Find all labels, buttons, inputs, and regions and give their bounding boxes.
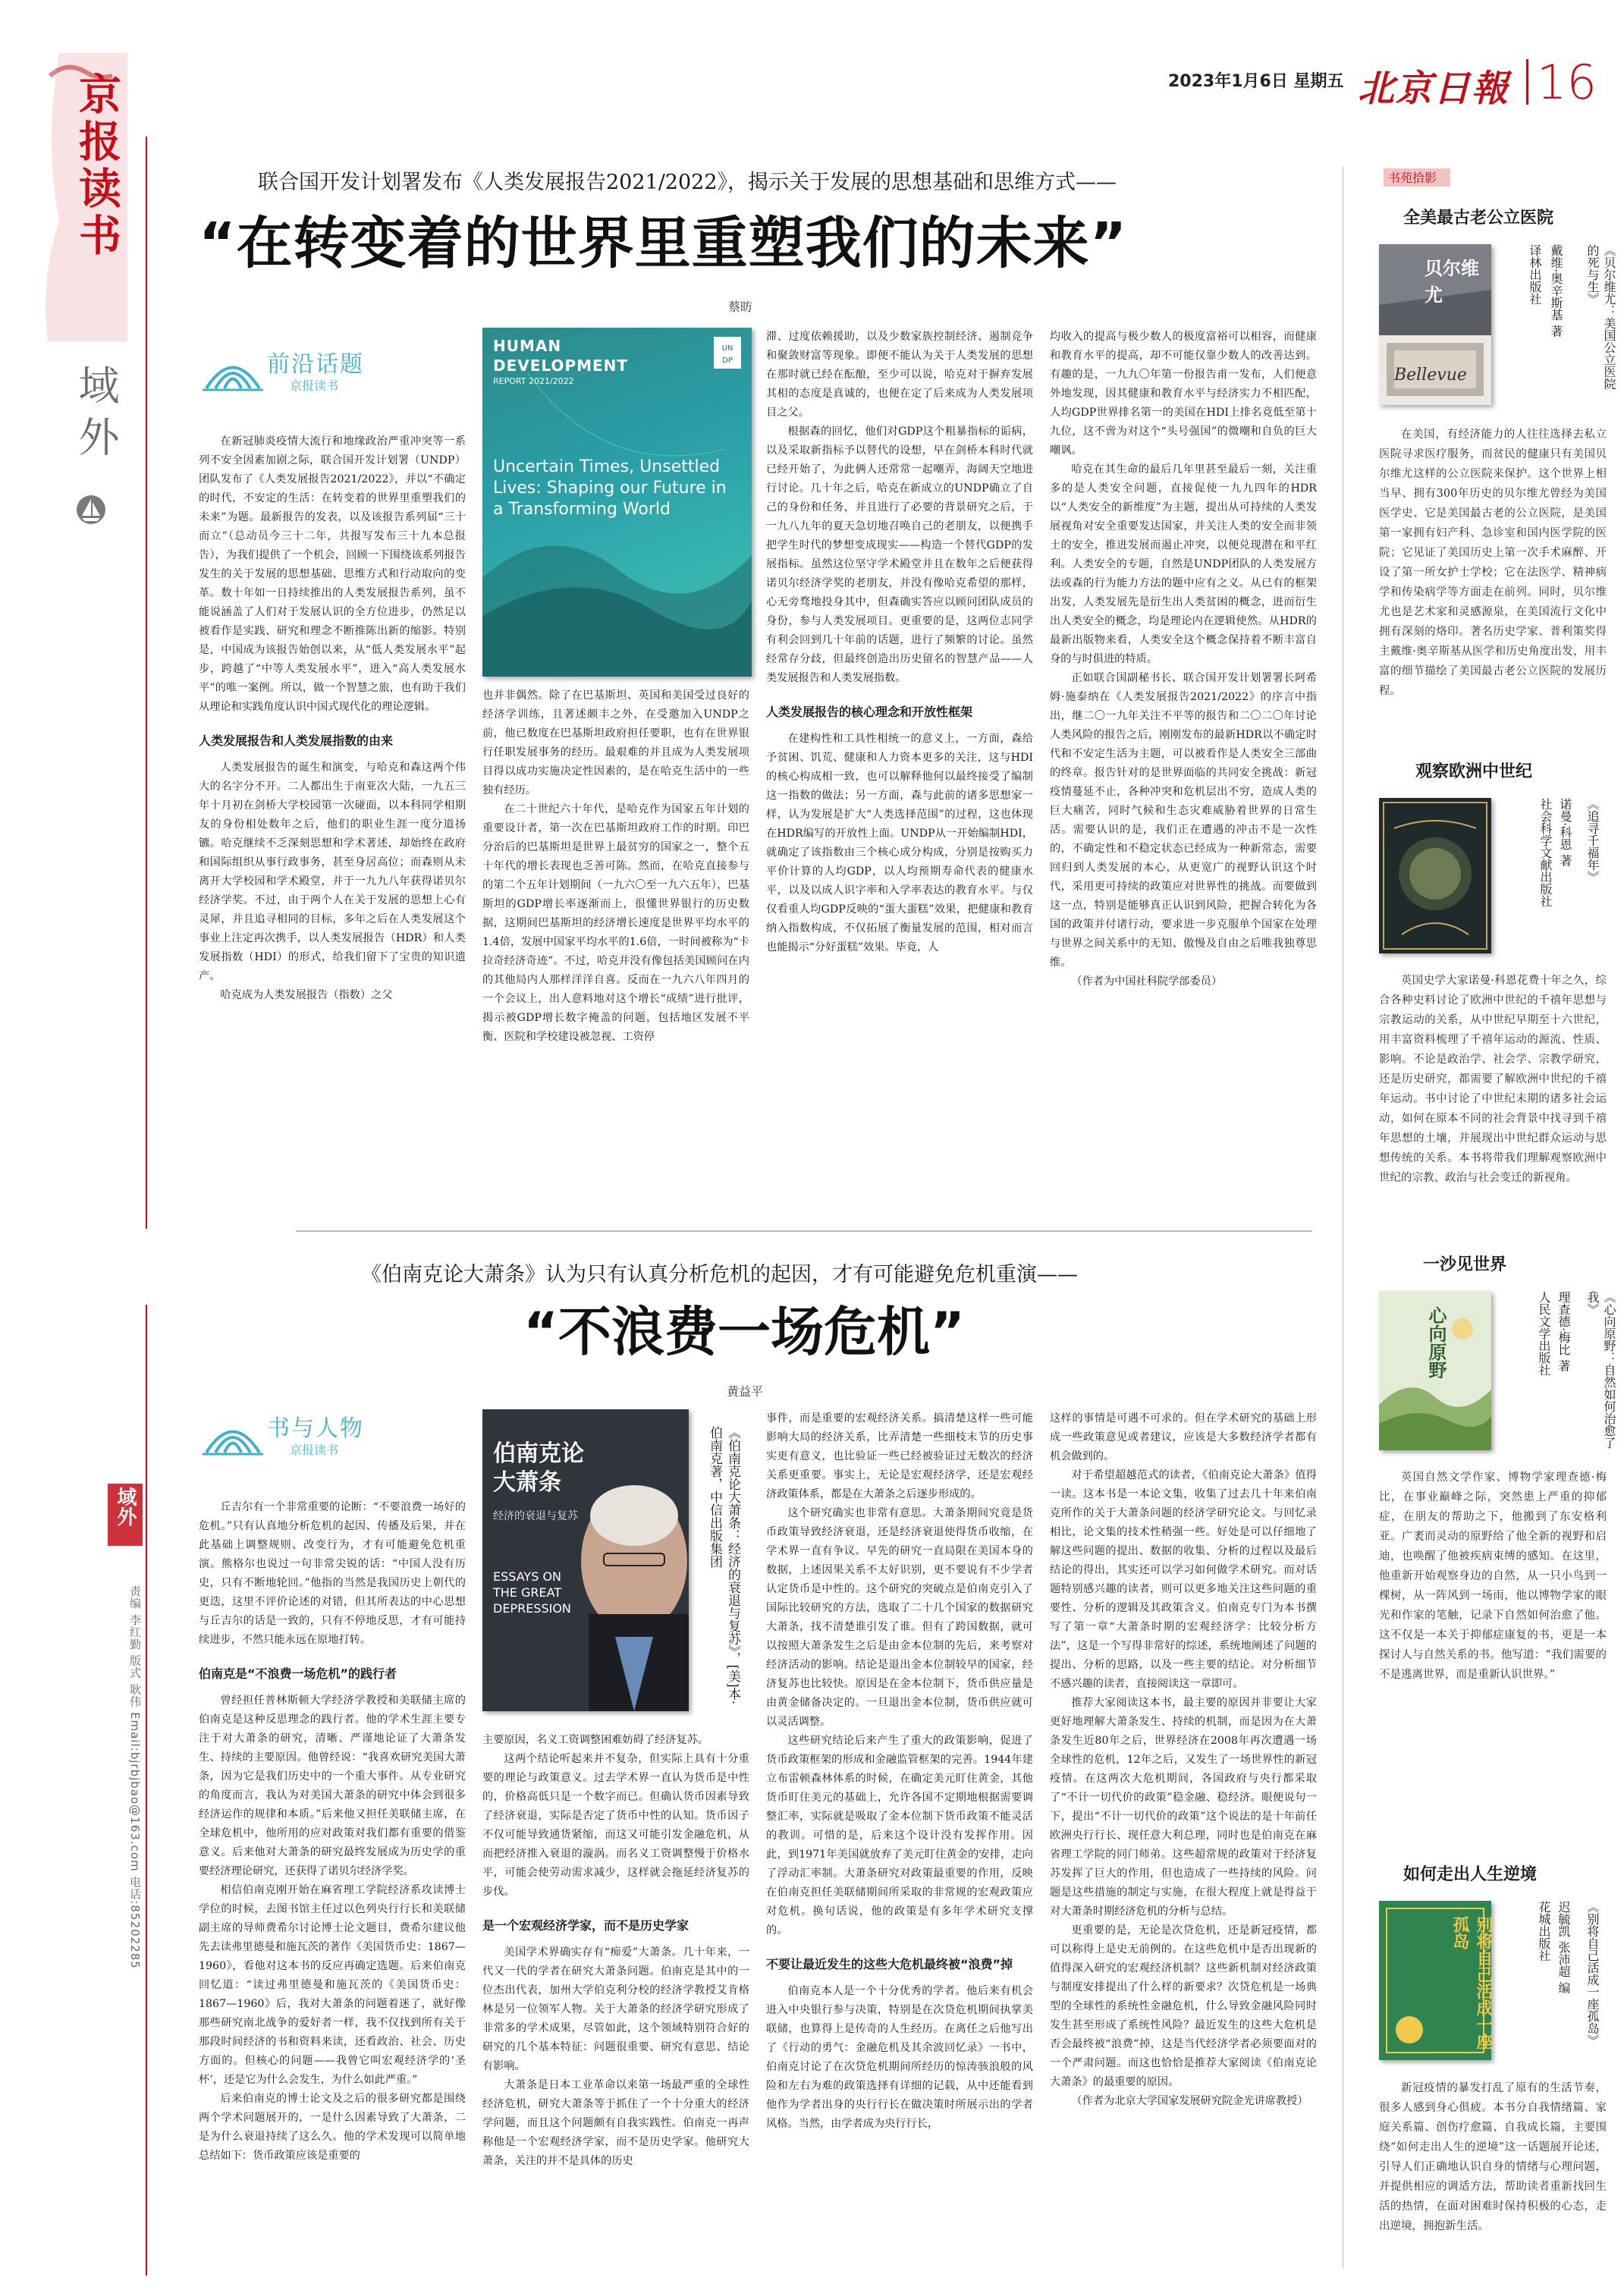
sidebar-item-title: 观察欧洲中世纪 (1415, 762, 1533, 781)
paragraph: 哈克在其生命的最后几年里甚至最后一刻，关注重多的是人类安全问题，直接促使一九九四年的HDR以“人类安全的新维度”为主题，提出从可持续的人类发展视角对安全重要发达国家，并关注人类的安全而非领土的安全，推进发展而遏止冲突，以便兑现潜在和平红利。人类安全的专题，自然是UNDP团队的人类发展方法或森的行为能力方法的题中应有之义。从已有的框架出发，人类发展先是衍生出人类贫困的概念，进而衍生出人类安全的概念，均是理论内在逻辑使然。从HDR的最新出版物来看，人类安全这个概念保持着不断丰富自身的与时俱进的特质。 (1050, 463, 1317, 665)
article1-col2 (482, 686, 749, 1047)
wild-book-cover (1379, 1291, 1491, 1450)
masthead-date: 2023年1月6日 星期五 (1168, 72, 1344, 91)
paragraph: 主要原因，名义工资调整困难妨碍了经济复苏。 (482, 1734, 708, 1746)
article1-col3 (766, 328, 1033, 957)
column-stamp-text: 域外 (114, 1487, 137, 1526)
editor-info: 责编 李红勤 版式 耿伟 Email:bjrbjbao@163.com 电话:85202285 (128, 1585, 142, 1969)
paragraph: 在建构性和工具性相统一的意义上，一方面，森给予贫困、饥荒、健康和人力资本更多的关注，这与HDI的核心构成相一致，也可以解释他何以最终接受了编制这一指数的做法；另一方面，森与此前的诸多思想家一样，认为发展是扩大“人类选择范围”的过程，这也体现在HDR编写的开放性上面。UNDP从一开始编制HDI，就确定了该指数由三个核心成分构成，分别是按购买力平价计算的人均GDP，以人均预期寿命代表的健康水平，以及以成人识字率和入学率表达的教育水平。与仅仅看重人均GDP反映的“蛋大蛋糕”效果，把健康和教育纳入指数构成，不仅拓展了衡量发展的范围，相对而言也能揭示“分好蛋糕”效果。毕竟，人 (766, 733, 1033, 953)
millennium-book-cover (1379, 798, 1491, 953)
sidebar-header: 书苑拾影 (1388, 171, 1437, 185)
bellevue-book-cover (1379, 244, 1491, 405)
bellevue-cover-en: Bellevue (1394, 366, 1467, 385)
article1-column-sub: 京报读书 (290, 379, 339, 393)
sidebar-item-author: 戴维·奥辛斯基 著 (1549, 244, 1563, 338)
paragraph: 在美国，有经济能力的人往往选择去私立医院寻求医疗服务，而贫民的健康只有美国贝尔维尤这样的公立医院来保护。这个世界上相当早、拥有300年历史的贝尔维尤曾经为美国医学史、它是美国最古老的公立医院，是美国第一家拥有妇产科、急诊室和国内医学院的医院；它见证了美国历史上第一次手术麻醉、开设了第一所女护士学校；它在法医学、精神病学和传染病学等方面走在前列。同时，贝尔维尤也是艺术家和灵感源泉，在美国流行文化中拥有深刻的烙印。著名历史学家、普利策奖得主戴维·奥辛斯基从医学和历史角度出发，用丰富的细节描绘了美国最古老公立医院的发展历程。 (1379, 429, 1607, 697)
hdr-cover-title2: DEVELOPMENT (493, 357, 629, 375)
paragraph: 在二十世纪六十年代，是哈克作为国家五年计划的重要设计者，第一次在巴基斯坦政府工作的时期。印巴分治后的巴基斯坦是世界上最贫穷的国家之一，整个五十年代的增长表现也乏善可陈。然而，在哈克直接参与的第二个五年计划期间（一九六〇至一九六五年），巴基斯坦的GDP增长率逐渐而上，很懂世界银行的历史数据，这期间巴基斯坦的经济增长速度是世界平均水平的1.4倍，发展中国家平均水平的1.6倍，一时间被称为“卡拉奇经济奇迹”。不过，哈克并没有像包括美国顾问在内的其他局内人那样洋洋自喜。反而在一九六八年四月的一个会议上，出人意料地对这个增长“成绩”进行批评，揭示被GDP增长数字掩盖的问题，包括地区发展不平衡、医院和学校建设被忽视、工资停 (482, 803, 749, 1043)
paragraph: 更重要的是，无论是次贷危机，还是新冠疫情，都可以称得上是史无前例的。在这些危机中是否出现新的值得深入研究的宏观经济机制？这些新机制对经济政策与制度安排提出了什么样的新要求？次贷危机是一场典型的全球性的系统性金融危机，什么导致金融风险同时发生甚至形成了系统性风险？最近发生的这些大危机是否会最终被“浪费”掉，这是当代经济学者必须要面对的一个严肃问题。而这也恰恰是推荐大家阅读《伯南克论大萧条》的最重要的原因。 (1050, 1924, 1317, 2088)
paragraph: 正如联合国副秘书长、联合国开发计划署署长阿希姆·施泰纳在《人类发展报告2021/2022》的序言中指出，继二〇一九年关注不平等的报告和二〇二〇年讨论人类风险的报告之后，刚刚发布的最新HDR以不确定时代和不安定生活为主题，可以被看作是人类安全三部曲的终章。报告针对的是世界面临的共同安全挑战：新冠疫情蔓延不止，各种冲突和危机层出不穷，造成人类的巨大痛苦，同时气候和生态灾难威胁着世界的日常生活。需要认识的是，我们正在遭遇的冲击不是一次性的，不确定性和不稳定状态已经成为一种新常态，需要回归到人类发展的本心，从更宽广的视野认识这个时代，采用更可持续的政策应对世界性的挑战。而要做到这一点，特别是能够真正认识到风险，把握合转化为各国的政策并付诸行动，要求进一步克服单个国家在处理与世界之间关系中的无知、傲慢及自由之后唯我独尊思维。 (1050, 672, 1317, 969)
article2-col3 (766, 1409, 1033, 2134)
paragraph: 伯南克本人是一个十分优秀的学者。他后来有机会进入中央银行参与决策，特别是在次贷危机期间执掌美联储，也算得上是传奇的人生经历。在离任之后他写出了《行动的勇气：金融危机及其余波回忆录》一书中，伯南克讨论了在次贷危机期间所经历的惊涛骇浪般的风险和左右为难的政策选择有详细的记载，从中还能看到他作为学者出身的央行行长在做决策时所展示出的学者风格。当然，由学者成为央行行长， (766, 1985, 1033, 2130)
article2-kicker: 《伯南克论大萧条》认为只有认真分析危机的起因，才有可能避免危机重演—— (361, 1263, 1078, 1286)
paragraph: 相信伯南克刚开始在麻省理工学院经济系攻读博士学位的时候，去图书馆主任过以色列央行行长和美联储副主席的导师费希尔讨论博士论文题目，费希尔建议他先去读弗里德曼和施瓦茨的著作《美国货币史：1867—1960》，看他对这本书的反应再确定选题。后来伯南克回忆道：“读过弗里德曼和施瓦茨的《美国货币史：1867—1960》后，我对大萧条的问题着迷了，就好像那些研究南北战争的爱好者一样，我不仅找到所有关于那段时间经济的书和资料来读，还看政治、社会、历史方面的。但核心的问题——我曾它叫宏观经济学的‘圣杯’，还是它为什么会发生，为什么如此严重。” (199, 1884, 466, 2086)
wild-cover-title: 心向原野 (1425, 1306, 1447, 1379)
article1-col4 (1050, 328, 1317, 991)
bernanke-book-cover (482, 1409, 689, 1711)
article1-signoff: （作者为中国社科院学部委员） (1071, 975, 1223, 988)
island-cover-title: 别将自己活成一座孤岛 (1450, 1916, 1494, 2050)
article2-col2 (482, 1731, 749, 2171)
sidebar-item-book: 《贝尔维尤：美国公立医院的死与生》 (1585, 244, 1616, 390)
sidebar-item-book: 《追寻千福年》 (1585, 798, 1600, 883)
paragraph: 这些研究结论后来产生了重大的政策影响，促进了货币政策框架的形成和金融监管框架的完善。1944年建立布雷顿森林体系的时候，在确定美元盯住黄金，其他货币盯住美元的基础上，允许各国不定期地根据需要调整汇率，实际就是吸取了金本位制下货币政策不能灵活的教训。可惜的是，后来这个设计没有发挥作用。因此，到1971年美国就放弃了美元盯住黄金的安排，走向了浮动汇率制。大萧条研究对政策最重要的作用，反映在伯南克担任美联储期间所采取的非常规的宏观政策应对危机。换句话说，他的政策是有多年学术研究支撑的。 (766, 1735, 1033, 1936)
svg-text:DP: DP (722, 357, 733, 365)
article2-col1 (199, 1498, 466, 2166)
sidebar-item-text (1379, 2078, 1607, 2236)
article2-author: 黄益平 (727, 1384, 764, 1399)
paragraph: 丘吉尔有一个非常重要的论断：“不要浪费一场好的危机。”只有认真地分析危机的起因、传播及后果，并在此基础上调整规则、改变行为，才有可能避免危机重演。熊格尔也说过一句非常尖锐的话：“中国人没有历史，只有不断地轮回。”他指的当然是我国历史上朝代的更迭，这里不评价论述的对错，但其所表达的中心思想与丘吉尔的话是一致的，只有不停地反思，才有可能持续进步，不然只能永远在原地打转。 (199, 1501, 466, 1646)
paragraph: 这两个结论听起来并不复杂，但实际上具有十分重要的理论与政策意义。过去学术界一直认为货币是中性的，价格高低只是一个数字而已。但确认货币因素导致了经济衰退，实际是否定了货币中性的认知。货币因子不仅可能导致通货紧缩，而这又可能引发金融危机，从而把经济推入衰退的漩涡。而名义工资调整慢于价格水平，可能会使劳动需求减少，这样就会拖延经济复苏的步伐。 (482, 1753, 749, 1898)
page-number: 16 (1537, 55, 1597, 110)
article1-column-label: 前沿话题 (267, 351, 364, 378)
sidebar-item-publisher: 花城出版社 (1537, 1901, 1551, 1962)
sailboat-icon (76, 493, 106, 526)
sidebar-item-text (1379, 425, 1607, 701)
paragraph: 曾经担任普林斯顿大学经济学教授和美联储主席的伯南克是这种反思理念的践行者。他的学术生涯主要专注于对大萧条的研究，清晰、严谨地论证了大萧条发生、持续的主要原因。他曾经说：“我喜欢研究美国大萧条，因为它是我们历史中的一个重大事件。从专业研究的角度而言，我认为对美国大萧条的研究中体会到很多经济运作的规律和本质。”后来他又担任美联储主席，在全球危机中，他所用的应对政策对我们都有重要的借鉴意义。后来他对大萧条的研究最终发展成为历史学的重要经济理论研究，还获得了诺贝尔经济学奖。 (199, 1695, 466, 1877)
column-name: 域外 (72, 364, 120, 467)
bernanke-cover-title: 伯南克论大萧条 (493, 1440, 584, 1496)
left-red-rule-lower (146, 1305, 147, 2276)
sidebar-item-book: 《别将自己活成一座孤岛》 (1585, 1901, 1600, 2046)
article2-headline: “不浪费一场危机” (523, 1301, 966, 1363)
paragraph: 在新冠肺炎疫情大流行和地缘政治严重冲突等一系列不安全因素加剧之际，联合国开发计划署（UNDP）团队发布了《人类发展报告2021/2022》，并以“不确定的时代，不安定的生活：在转变着的世界里重塑我们的未来”为题。最新报告的发表，以及该报告系列届“三十而立”（总动员今三十二年，共报写发布三十九本总报告），为我们提供了一个机会，回顾一下围绕该系列报告发生的关于发展的思想基础、思维方式和行动取向的变革。数十年如一日持续推出的人类发展报告系列，虽不能说涵盖了人们对于发展认识的全方位进步，仍然足以被看作是实践、研究和理念不断推陈出新的缩影。特别是，中国成为该报告始创以来，从“低人类发展水平”起步，跨越了“中等人类发展水平”，进入“高人类发展水平”的唯一案例。所以，做一个智慧之旅，也有助于我们从理论和实践角度认识中国式现代化的理论逻辑。 (199, 435, 466, 713)
article2-signoff: （作者为北京大学国家发展研究院金光讲席教授） (1071, 2095, 1308, 2107)
paragraph: 英国自然文学作家、博物学家理查德·梅比，在事业巅峰之际，突然患上严重的抑郁症，在朋友的帮助之下，他搬到了东安格利亚。广袤而灵动的原野给了他全新的视野和启迪，也唤醒了他被疾病束缚的感知。在这里，他重新开始观察身边的自然，从一只小鸟到一棵树，从一阵风到一场雨，他以博物学家的眼光和作家的笔触，记录下自然如何治愈了他。这不仅是一本关于抑郁症康复的书，更是一本探讨人与自然关系的书。他写道：“我们需要的不是逃离世界，而是重新认识世界。” (1379, 1472, 1607, 1681)
hdr-cover-tagline: Uncertain Times, Unsettled Lives: Shaping our Future in a Transforming World (493, 457, 727, 519)
column-label-fan-icon (199, 1407, 267, 1460)
sidebar-item-book: 《心向原野：自然如何治愈了我》 (1585, 1291, 1616, 1449)
hdr-cover-title3: REPORT 2021/2022 (493, 376, 574, 386)
masthead-divider (1526, 59, 1528, 105)
article1-kicker: 联合国开发计划署发布《人类发展报告2021/2022》，揭示关于发展的思想基础和思维方式—— (258, 171, 1117, 194)
island-book-cover (1379, 1901, 1494, 2060)
sidebar-item-title: 如何走出人生逆境 (1403, 1865, 1538, 1884)
article2-column-sub: 京报读书 (290, 1443, 339, 1457)
hdr-cover-title1: HUMAN (493, 337, 562, 355)
article-separator (296, 1230, 1312, 1232)
bernanke-cover-subtitle: 经济的衰退与复苏 (493, 1510, 578, 1522)
article1-subhead-1: 人类发展报告和人类发展指数的由来 (199, 733, 394, 748)
section-name: 京报读书 (72, 72, 122, 260)
sidebar-item-publisher: 社会科学文献出版社 (1538, 798, 1553, 907)
bellevue-cover-title: 贝尔维尤 (1425, 258, 1479, 306)
article2-column-label: 书与人物 (267, 1415, 364, 1442)
article1-col1 (199, 432, 466, 1005)
column-label-fan-icon (199, 343, 267, 396)
sidebar-item-publisher: 人民文学出版社 (1537, 1291, 1551, 1376)
svg-text:UN: UN (721, 344, 733, 353)
paragraph: 对于希望超越范式的读者，《伯南克论大萧条》值得一读。这本书是一本论文集，收集了过去几十年来伯南克所作的关于大萧条问题的经济学研究论文。与回忆录相比，论文集的技术性稍强一些。好处是可以仔细地了解这些问题的提出、数据的收集、分析的过程以及最后结论的得出，其实还可以学习如何做学术研究。而对话题特别感兴趣的读者，则可以更多地关注这些问题的重要性、分析的逻辑及其政策含义。伯南克专门为本书撰写了第一章“大萧条时期的宏观经济学：比较分析方法”，这是一个写得非常好的综述，系统地阐述了问题的提出、分析的思路，以及一些主要的结论。对分析细节不感兴趣的读者，直接阅读这一章即可。 (1050, 1469, 1317, 1690)
paragraph: 均收入的提高与极少数人的极度富裕可以相容，而健康和教育水平的提高，却不可能仅靠少数人的改善达到。有趣的是，一九九〇年第一份报告甫一发布，人们便意外地发现，因其健康和教育水平与经济实力不相匹配，人均GDP世界排名第一的美国在HDI上排名竟低至第十九位，这不啻为对这个“头号强国”的微嘲和自负的巨大嘲讽。 (1050, 331, 1317, 457)
article2-subhead-1: 伯南克是“不浪费一场危机”的践行者 (199, 1666, 397, 1681)
article2-subhead-3: 不要让最近发生的这些大危机最终被“浪费”掉 (766, 1957, 1013, 1971)
bernanke-book-caption: 《伯南克论大萧条：经济的衰退与复苏》，[美]本·伯南克著，中信出版集团 (707, 1426, 740, 1705)
sidebar-item-author: 迟毓凯 张沛超 编 (1556, 1901, 1571, 1994)
article1-subhead-2: 人类发展报告的核心理念和开放性框架 (766, 705, 973, 719)
paragraph: 人类发展报告的诞生和演变，与哈克和森这两个伟大的名字分不开。二人都出生于南亚次大陆，一九五三年十月初在剑桥大学校园第一次碰面，以本科同学相期友的身份相处数年之后，他们的职业生涯一度分道扬镳。哈克继续不乏深刻思想和学术著述，却始终在政府和国际组织从事行政事务，甚至身居高位；而森则从未离开大学校园和学术殿堂，并于一九九八年获得诺贝尔经济学奖。不过，由于两个人在关于发展的思想上心有灵犀，并且追寻相同的目标，多年之后在人类发展这个事业上注定再次携手，以人类发展报告（HDR）和人类发展指数（HDI）的形式，给我们留下了宝贵的知识遗产。 (199, 762, 466, 982)
paragraph: 事件，而是重要的宏观经济关系。搞清楚这样一些可能影响大局的经济关系，比弄清楚一些细枝末节的历史事实更有意义，也比验证一些已经被验证过无数次的经济关系更重要。事实上，无论是宏观经济学，还是宏观经济政策体系，都是在大萧条之后逐步形成的。 (766, 1412, 1033, 1500)
sidebar-item-title: 全美最古老公立医院 (1403, 209, 1554, 228)
sidebar-item-text (1379, 1468, 1607, 1685)
paragraph: 哈克成为人类发展报告（指数）之父 (220, 989, 393, 1001)
paragraph: 也并非偶然。除了在巴基斯坦、英国和美国受过良好的经济学训练，且著述颇丰之外，在受邀加入UNDP之前，他已数度在巴基斯坦政府担任要职，也有在世界银行任职发展事务的经历。最艰难的并且成为人类发展项目得以成功实施决定性因素的，是在哈克生活中的一些独有经历。 (482, 689, 749, 796)
paragraph: 这个研究确实也非常有意思。大萧条期间究竟是货币政策导致经济衰退，还是经济衰退使得货币收缩，在学术界一直有争议。早先的研究一直局限在美国本身的数据，上述因果关系不太好识别，更不要说有不少学者认定货币是中性的。这个研究的突破点是伯南克引入了国际比较研究的方法，选取了二十几个国家的数据研究大萧条，找不清楚谁引发了谁。但有了跨国数据，就可以按照大萧条发生之后是由金本位制的先后，来考察对经济活动的影响。结论是退出金本位制较早的国家，经济复苏也比较快。原因是在金本位制下，货币供应量是由黄金储备决定的。一旦退出金本位制，货币供应就可以灵活调整。 (766, 1507, 1033, 1728)
paragraph: 英国史学大家诺曼·科恩花费十年之久，综合各种史料讨论了欧洲中世纪的千禧年思想与宗教运动的关系，从中世纪早期至十六世纪，用丰富资料梳理了千禧年运动的源流、性质、影响。不论是政治学、社会学、宗教学研究，还是历史研究，都需要了解欧洲中世纪的千禧年运动。书中讨论了中世纪末期的诸多社会运动，如何在原本不同的社会背景中找寻到千禧年思想的土壤，并展现出中世纪群众运动与思想传统的关系。本书将带我们理解观察欧洲中世纪的宗教、政治与社会变迁的新视角。 (1379, 975, 1607, 1184)
paragraph: 美国学术界确实存有“痴爱”大萧条。几十年来，一代又一代的学者在研究大萧条问题。伯南克是其中的一位杰出代表，加州大学伯克利分校的经济学教授艾肯格林是另一位领军人物。关于大萧条的经济学研究形成了非常多的学术成果，尽管如此，这个领域特别符合好的研究的几个基本特征：问题很重要、研究有意思、结论有影响。 (482, 1946, 749, 2072)
sidebar-item-author: 诺曼·科恩 著 (1558, 798, 1572, 867)
sidebar-item-title: 一沙见世界 (1423, 1255, 1507, 1274)
sidebar-item-publisher: 译林出版社 (1528, 244, 1542, 305)
paragraph: 推荐大家阅读这本书，最主要的原因并非要让大家更好地理解大萧条发生、持续的机制，而是因为在大萧条发生近80年之后，世界经济在2008年再次遭遇一场全球性的危机，12年之后，又发生了一场世界性的新冠疫情。在这两次大危机期间，各国政府与央行都采取了“不计一切代价的政策”稳金融、稳经济。眼便说句一下，提出“不计一切代价的政策”这个说法的是十年前任欧洲央行行长、现任意大利总理，同时也是伯南克在麻省理工学院的同门师弟。这些超常规的政策对于经济复苏发挥了巨大的作用，但也造成了一些持续的风险。问题是这些措施的制定与实施，在很大程度上就是得益于对大萧条时期经济危机的分析与总结。 (1050, 1697, 1317, 1918)
hdr-report-cover (482, 328, 752, 677)
paragraph: 这样的事情是可遇不可求的。但在学术研究的基础上形成一些政策意见或者建议，应该是大多数经济学者都有机会做到的。 (1050, 1412, 1317, 1462)
left-red-rule (146, 137, 147, 1229)
article1-author: 蔡昉 (728, 300, 753, 314)
article1-headline: “在转变着的世界里重塑我们的未来” (199, 211, 1128, 276)
sidebar-item-text (1379, 971, 1607, 1188)
bernanke-cover-title-en: ESSAYS ON THE GREAT DEPRESSION (493, 1569, 571, 1616)
article2-subhead-2: 是一个宏观经济学家，而不是历史学家 (482, 1918, 689, 1933)
paragraph: 后来伯南克的博士论文及之后的很多研究都是围绕两个学术问题展开的，一是什么因素导致了大萧条，二是为什么衰退持续了这么久。他的学术发现可以简单地总结如下：货币政策应该是重要的 (199, 2093, 466, 2162)
article2-col4 (1050, 1409, 1317, 2111)
paragraph: 大萧条是日本工业革命以来第一场最严重的全球性经济危机，研究大萧条等于抓住了一个十分重大的经济学问题，而且这个问题颇有自我实践性。伯南克一再声称他是一个宏观经济学家，而不是历史学家。他研究大萧条，关注的并不是具体的历史 (482, 2079, 749, 2167)
masthead-paper-logo: 北京日報 (1358, 68, 1510, 110)
sidebar-item-author: 理查德·梅比 著 (1556, 1291, 1571, 1372)
paragraph: 根据森的回忆，他们对GDP这个粗暴指标的诟病，以及采取新指标予以替代的设想，早在剑桥本科时代就已经开始了，为此俩人还常常一起嘲弄，海阔天空地进行讨论。几十年之后，哈克在新成立的UNDP确立了自己的身份和任务，并且进行了必要的背景研究之后，于一九八九年的夏天急切地召唤自己的老朋友，以便携手把学生时代的梦想变成现实——构造一个替代GDP的发展指标。虽然这位坚守学术殿堂并且在数年之后便获得诺贝尔经济学奖的老朋友，并没有像哈克希望的那样，心无旁骛地投身其中，但森确实答应以顾问团队成员的身份，参与人类发展项目。更重要的是，这两位志同学有利会回到几十年前的话题，进行了频繁的讨论。虽然经常存分歧，但最终创造出历史留名的智慧产品——人类发展报告和人类发展指数。 (766, 426, 1033, 684)
paragraph: 滞、过度依赖援助，以及少数家族控制经济、遏制竞争和聚敛财富等现象。即便不能认为关于人类发展的思想在那时就已经在酝酿，至少可以说，哈克对于摒弃发展其相的态度是真诚的，也便在定了后来成为人类发展项目之父。 (766, 331, 1033, 419)
paragraph: 新冠疫情的暴发打乱了原有的生活节奏，很多人感到身心俱疲。本书分自我情绪篇、家庭关系篇、创伤疗愈篇、自我成长篇，主要围绕“如何走出人生的逆境”这一话题展开论述，引导人们正确地认识自身的情绪与心理问题，并提供相应的调适方法，帮助读者重新找回生活的热情，在面对困难时保持积极的心态，走出逆境，拥抱新生活。 (1379, 2082, 1607, 2232)
